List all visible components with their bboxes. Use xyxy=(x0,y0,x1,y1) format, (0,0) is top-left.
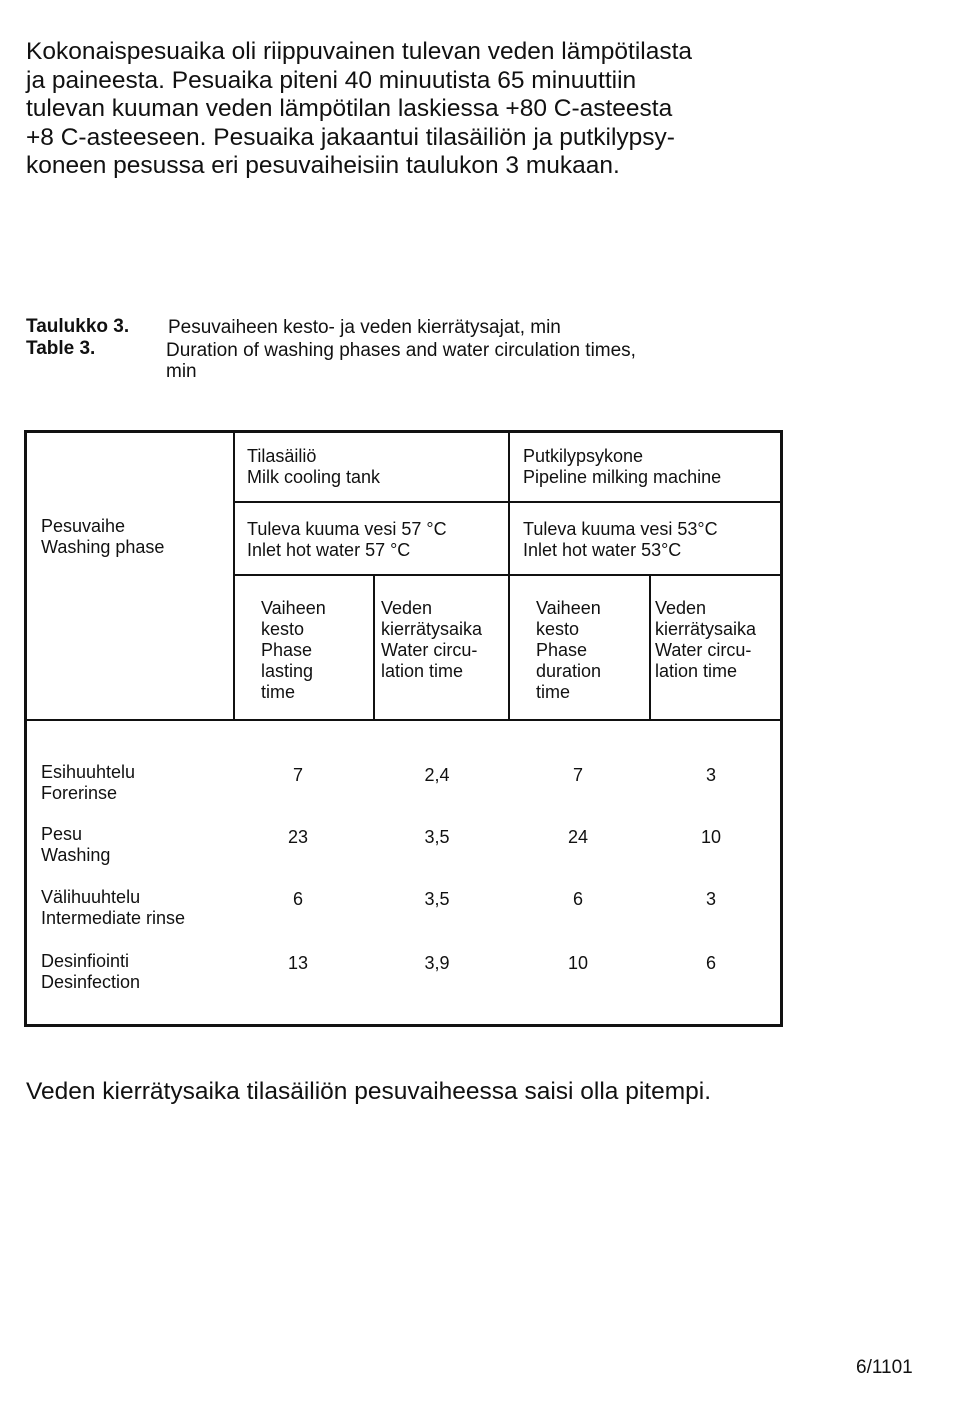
header-line: Phase xyxy=(536,640,588,660)
header-line: Phase xyxy=(261,640,313,660)
row-label-fi: Esihuuhtelu xyxy=(41,762,136,782)
table-cell: 6 xyxy=(292,889,303,909)
header-line: lasting xyxy=(261,661,314,681)
table-cell: 3,5 xyxy=(424,889,450,909)
row-label-en: Intermediate rinse xyxy=(41,908,186,928)
table-cell: 3 xyxy=(705,889,716,909)
header-line: lation time xyxy=(655,661,738,681)
table-cell: 24 xyxy=(567,827,589,847)
row-label-fi: Desinfiointi xyxy=(41,951,130,971)
header-line: duration xyxy=(536,661,602,681)
table-cell: 6 xyxy=(705,953,716,973)
table-cell: 3,9 xyxy=(424,953,450,973)
table-cell: 7 xyxy=(572,765,583,785)
pipeline-water-fi: Tuleva kuuma vesi 53°C xyxy=(523,519,718,539)
washing-phase-table xyxy=(24,430,783,1027)
caption-text-en: Duration of washing phases and water circulation times, xyxy=(166,340,636,361)
table-cell: 13 xyxy=(287,953,309,973)
header-line: Veden xyxy=(381,598,433,618)
column-divider xyxy=(508,433,510,721)
table-cell: 10 xyxy=(700,827,722,847)
header-line: Veden xyxy=(655,598,707,618)
phase-header-en: Washing phase xyxy=(41,537,165,557)
table-cell: 2,4 xyxy=(424,765,450,785)
header-line: Vaiheen xyxy=(261,598,326,618)
column-divider xyxy=(649,574,651,721)
table-cell: 10 xyxy=(567,953,589,973)
pipeline-water-en: Inlet hot water 53°C xyxy=(523,540,682,560)
header-line: time xyxy=(261,682,296,702)
row-label-fi: Pesu xyxy=(41,824,83,844)
caption-text-en-cont: min xyxy=(166,361,197,382)
intro-line: tulevan kuuman veden lämpötilan laskiessa +80 C-asteesta xyxy=(26,95,673,122)
header-line: lation time xyxy=(381,661,464,681)
header-line: kesto xyxy=(536,619,580,639)
row-label-en: Desinfection xyxy=(41,972,141,992)
closing-sentence: Veden kierrätysaika tilasäiliön pesuvaiheessa saisi olla pitempi. xyxy=(26,1078,712,1105)
pipeline-duration-header xyxy=(536,598,601,703)
row-divider xyxy=(27,719,780,721)
header-line: kierrätysaika xyxy=(381,619,483,639)
intro-line: koneen pesussa eri pesuvaiheisiin taulukon 3 mukaan. xyxy=(26,152,620,179)
tank-water-en: Inlet hot water 57 °C xyxy=(247,540,411,560)
tank-header-en: Milk cooling tank xyxy=(247,467,381,487)
column-divider xyxy=(373,574,375,721)
row-divider xyxy=(233,574,780,576)
table-cell: 6 xyxy=(572,889,583,909)
header-line: Water circu- xyxy=(381,640,478,660)
row-label-fi: Välihuuhtelu xyxy=(41,887,141,907)
row-divider xyxy=(233,501,780,503)
pipeline-header-fi: Putkilypsykone xyxy=(523,446,644,466)
header-line: time xyxy=(536,682,571,702)
intro-paragraph xyxy=(26,38,926,181)
row-label-en: Washing xyxy=(41,845,111,865)
header-line: Vaiheen xyxy=(536,598,601,618)
pipeline-header-en: Pipeline milking machine xyxy=(523,467,722,487)
intro-line: +8 C-asteeseen. Pesuaika jakaantui tilasäiliön ja putkilypsy- xyxy=(26,123,675,151)
intro-line: ja paineesta. Pesuaika piteni 40 minuutista 65 minuuttiin xyxy=(26,66,637,94)
tank-header-fi: Tilasäiliö xyxy=(247,446,317,466)
pipeline-circulation-header xyxy=(655,598,756,682)
tank-duration-header xyxy=(261,598,326,703)
tank-water-fi: Tuleva kuuma vesi 57 °C xyxy=(247,519,447,539)
table-cell: 3 xyxy=(705,765,716,785)
header-line: Water circu- xyxy=(655,640,752,660)
table-cell: 3,5 xyxy=(424,827,450,847)
caption-text-fi: Pesuvaiheen kesto- ja veden kierrätysajat, min xyxy=(168,317,561,338)
caption-label-fi: Taulukko 3. xyxy=(26,316,130,337)
phase-header-fi: Pesuvaihe xyxy=(41,516,126,536)
table-cell: 7 xyxy=(292,765,303,785)
row-label-en: Forerinse xyxy=(41,783,118,803)
table-cell: 23 xyxy=(287,827,309,847)
tank-circulation-header xyxy=(381,598,482,682)
intro-line: Kokonaispesuaika oli riippuvainen tulevan veden lämpötilasta xyxy=(26,38,693,65)
page-number: 6/1101 xyxy=(856,1357,913,1378)
header-line: kesto xyxy=(261,619,305,639)
header-line: kierrätysaika xyxy=(655,619,757,639)
caption-label-en: Table 3. xyxy=(26,338,96,359)
column-divider xyxy=(233,433,235,721)
